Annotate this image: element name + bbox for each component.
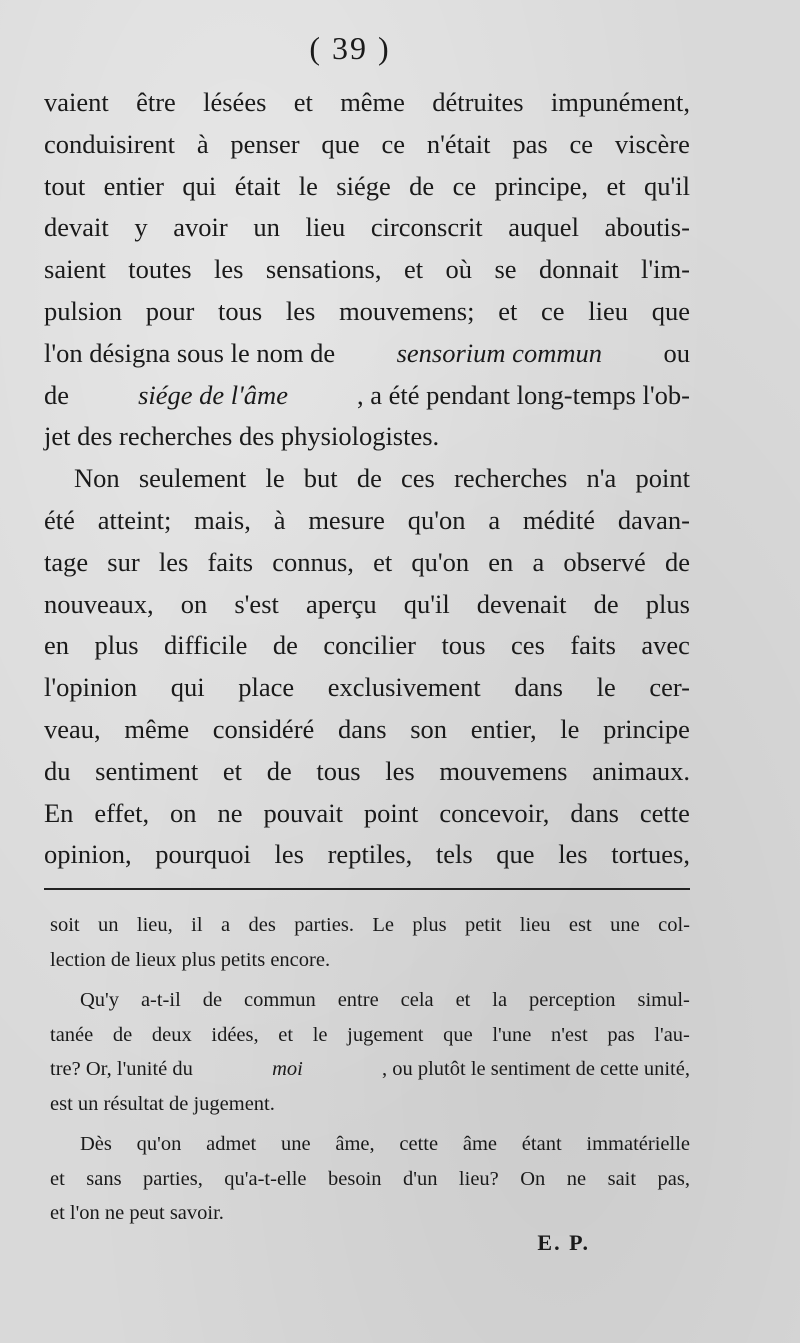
word: cer- (649, 672, 690, 703)
word: pas (512, 128, 548, 159)
word: du (44, 755, 71, 786)
word: lieu (519, 914, 551, 936)
text-line (44, 458, 690, 500)
word: impunément, (550, 87, 690, 117)
page-number: ( 39 ) (309, 30, 391, 66)
word: tous (441, 630, 486, 661)
word: qu'on (136, 1133, 182, 1155)
word: Qu'y (80, 989, 119, 1011)
word: connus, (272, 546, 354, 577)
word: lieu, (136, 914, 173, 936)
word: être (136, 87, 176, 117)
word: animaux. (592, 755, 690, 786)
word: même (124, 713, 190, 744)
word: lieu (305, 212, 346, 243)
text-line (44, 207, 690, 249)
word: pulsion (44, 295, 123, 326)
word: de (112, 1023, 133, 1046)
word: devenait (476, 588, 567, 619)
word: qu'on (411, 546, 470, 577)
word: détruites (432, 87, 524, 117)
word: ne (217, 797, 243, 828)
italic-term: siége de l'âme (138, 379, 288, 410)
word: et (293, 87, 313, 117)
text-line (44, 291, 690, 333)
word: entre (337, 989, 379, 1011)
word: été (44, 504, 75, 535)
word: et (606, 170, 626, 201)
word: une (280, 1133, 311, 1155)
word: circonscrit (370, 212, 483, 243)
word: devait (44, 212, 109, 243)
word: les (274, 839, 304, 870)
word: observé (563, 546, 646, 577)
word: pour (145, 295, 195, 326)
word: viscère (614, 128, 690, 159)
word: en (488, 546, 514, 577)
word: ne (566, 1167, 587, 1190)
word: saient (44, 254, 106, 285)
word: atteint; (97, 504, 172, 535)
word: le (312, 1023, 328, 1046)
word: de (593, 588, 619, 619)
word: simul- (637, 989, 690, 1011)
word: penser (230, 128, 300, 159)
word: des (248, 914, 276, 936)
word: tortues, (611, 839, 690, 870)
word: veau, (44, 713, 101, 744)
word: admet (206, 1133, 257, 1155)
text-segment: , a été pendant long-temps l'ob- (357, 379, 690, 410)
main-text (44, 82, 690, 876)
word: sans (86, 1167, 122, 1190)
word: que (321, 128, 360, 159)
word: et (222, 755, 243, 786)
word: ce (541, 295, 565, 326)
word: cette (399, 1133, 439, 1155)
word: besoin (328, 1167, 382, 1190)
italic-term: moi (272, 1058, 303, 1080)
footnote-paragraph (50, 1127, 690, 1231)
word: dans (570, 797, 619, 828)
word: immatérielle (586, 1133, 690, 1155)
word: un (253, 212, 280, 243)
word: de (272, 630, 298, 661)
word: tage (44, 546, 89, 577)
word: ce (381, 128, 406, 159)
word: place (238, 672, 295, 703)
word: tous (218, 295, 263, 326)
word: à (273, 504, 286, 535)
word: faits (570, 630, 616, 661)
word: dans (514, 672, 563, 703)
word: le (560, 713, 580, 744)
word: Le (372, 914, 394, 936)
word: dans (337, 713, 387, 744)
word: exclusivement (327, 672, 481, 703)
word: de (202, 989, 223, 1011)
word: où (445, 254, 473, 285)
text-line (44, 834, 690, 876)
footnote-line (50, 1018, 690, 1053)
word: a (220, 914, 231, 936)
text-line: jet des recherches des physiologistes. (44, 421, 440, 452)
word: ce (452, 170, 477, 201)
word: parties, (143, 1167, 203, 1190)
word: avoir (173, 212, 228, 243)
footnote-line: et l'on ne peut savoir. (50, 1202, 224, 1224)
word: recherches (454, 463, 568, 494)
footnote-line: lection de lieux plus petits encore. (50, 948, 331, 971)
word: même (340, 87, 405, 117)
word: perception (529, 989, 616, 1011)
word: concilier (323, 630, 417, 661)
word: col- (658, 914, 690, 936)
word: sait (607, 1167, 637, 1190)
word: tanée (50, 1023, 94, 1046)
word: considéré (212, 713, 315, 744)
word: entier (103, 170, 164, 201)
text-segment: ou (663, 337, 690, 368)
word: faits (207, 546, 254, 577)
word: mesure (308, 504, 385, 535)
word: n'est (550, 1023, 588, 1046)
footnote-line: est un résultat de jugement. (50, 1092, 275, 1115)
word: s'est (234, 588, 279, 619)
word: âme, (335, 1133, 375, 1155)
word: d'un (403, 1167, 438, 1190)
text-line (44, 542, 690, 584)
word: y (134, 212, 148, 243)
word: soit (50, 914, 80, 936)
word: mais, (194, 504, 251, 535)
footnote-paragraph (50, 908, 690, 977)
word: les (558, 839, 588, 870)
word: est (568, 914, 592, 936)
word: but (303, 463, 338, 494)
word: cela (400, 989, 434, 1011)
word: reptiles, (327, 839, 413, 870)
word: les (214, 254, 244, 285)
word: âme (462, 1133, 498, 1155)
word: Non (74, 463, 120, 494)
word: en (44, 630, 70, 661)
word: a-t-il (140, 989, 181, 1011)
word: sensations, (265, 254, 382, 285)
word: et (498, 295, 518, 326)
word: qu'il (643, 170, 690, 201)
word: n'était (426, 128, 491, 159)
word: qui (170, 672, 205, 703)
word: ces (511, 630, 545, 661)
text-segment: l'on désigna sous le nom de (44, 337, 336, 368)
word: de (409, 170, 435, 201)
word: un (98, 914, 119, 936)
word: deux (151, 1023, 192, 1046)
word: effet, (94, 797, 150, 828)
word: point (363, 797, 419, 828)
word: n'a (586, 463, 617, 494)
word: pas (607, 1023, 635, 1046)
word: on (180, 588, 208, 619)
footnote-divider (44, 888, 690, 890)
word: a (488, 504, 501, 535)
word: Dès (80, 1133, 112, 1155)
word: pas, (657, 1167, 690, 1190)
word: et (403, 254, 424, 285)
word: lieu? (458, 1167, 499, 1190)
word: à (196, 128, 209, 159)
word: que (651, 295, 690, 326)
word: jugement (347, 1023, 424, 1046)
word: la (492, 989, 508, 1011)
word: mouvemens (439, 755, 568, 786)
word: de (266, 755, 292, 786)
word: idées, (211, 1023, 259, 1046)
word: l'au- (654, 1023, 690, 1046)
word: aboutis- (604, 212, 690, 243)
text-line (44, 166, 690, 208)
word: de (356, 463, 382, 494)
word: l'im- (640, 254, 690, 285)
word: on (170, 797, 197, 828)
text-line (44, 124, 690, 166)
word: En (44, 797, 74, 828)
word: qui (182, 170, 217, 201)
word: qu'on (407, 504, 466, 535)
word: conduisirent (44, 128, 175, 159)
word: une (610, 914, 640, 936)
word: avec (641, 630, 690, 661)
word: aperçu (305, 588, 377, 619)
word: tout (44, 170, 86, 201)
word: les (158, 546, 189, 577)
word: plus (94, 630, 139, 661)
word: entier, (470, 713, 537, 744)
word: pourquoi (155, 839, 251, 870)
word: toutes (128, 254, 192, 285)
footnote (50, 908, 690, 1237)
word: de (664, 546, 690, 577)
word: cette (639, 797, 690, 828)
word: principe, (494, 170, 589, 201)
text-segment: tre? Or, l'unité du (50, 1058, 193, 1080)
word: seulement (138, 463, 247, 494)
word: et (455, 989, 471, 1011)
word: qu'il (403, 588, 450, 619)
word: auquel (508, 212, 579, 243)
word: les (385, 755, 415, 786)
footnote-line (50, 1052, 690, 1087)
word: nouveaux, (44, 588, 154, 619)
word: l'une (492, 1023, 532, 1046)
text-line (44, 793, 690, 835)
footnote-line (50, 1162, 690, 1197)
text-line (44, 625, 690, 667)
word: les (285, 295, 316, 326)
word: petit (464, 914, 502, 936)
footnote-line (50, 1127, 690, 1162)
text-segment: , ou plutôt le sentiment de cette unité, (381, 1058, 690, 1080)
word: ces (401, 463, 435, 494)
word: ce (569, 128, 594, 159)
text-line (44, 751, 690, 793)
word: se (494, 254, 517, 285)
word: opinion, (44, 839, 132, 870)
text-segment: de (44, 379, 70, 410)
word: étant (521, 1133, 562, 1155)
footnote-paragraph (50, 983, 690, 1121)
word: l'opinion (44, 672, 138, 703)
italic-term: sensorium commun (396, 337, 602, 368)
word: commun (244, 989, 316, 1011)
text-line (44, 249, 690, 291)
word: sur (107, 546, 140, 577)
word: vaient (44, 87, 109, 117)
footnote-line (50, 908, 690, 943)
word: était (234, 170, 281, 201)
word: que (443, 1023, 473, 1046)
word: le (298, 170, 318, 201)
word: concevoir, (439, 797, 550, 828)
word: et (50, 1167, 65, 1190)
word: lésées (203, 87, 267, 117)
word: et (278, 1023, 294, 1046)
text-line (44, 82, 690, 124)
text-line (44, 584, 690, 626)
word: qu'a-t-elle (224, 1167, 307, 1190)
text-line (44, 667, 690, 709)
word: médité (522, 504, 596, 535)
word: il (191, 914, 203, 936)
word: son (410, 713, 448, 744)
word: le (596, 672, 616, 703)
word: donnait (539, 254, 619, 285)
word: a (532, 546, 545, 577)
word: On (520, 1167, 546, 1190)
word: tous (316, 755, 361, 786)
word: pouvait (263, 797, 343, 828)
word: le (265, 463, 285, 494)
word: principe (603, 713, 690, 744)
word: davan- (617, 504, 690, 535)
word: sentiment (95, 755, 199, 786)
word: plus (645, 588, 690, 619)
word: point (635, 463, 690, 494)
word: tels (435, 839, 473, 870)
word: plus (412, 914, 447, 936)
text-line (44, 375, 690, 417)
text-line (44, 333, 690, 375)
word: et (373, 546, 393, 577)
word: lieu (588, 295, 629, 326)
footnote-line (50, 983, 690, 1018)
signature: E. P. (537, 1230, 590, 1255)
word: mouvemens; (339, 295, 475, 326)
text-line (44, 709, 690, 751)
text-line (44, 500, 690, 542)
word: difficile (164, 630, 248, 661)
word: que (496, 839, 535, 870)
word: parties. (294, 914, 354, 936)
word: siége (336, 170, 391, 201)
